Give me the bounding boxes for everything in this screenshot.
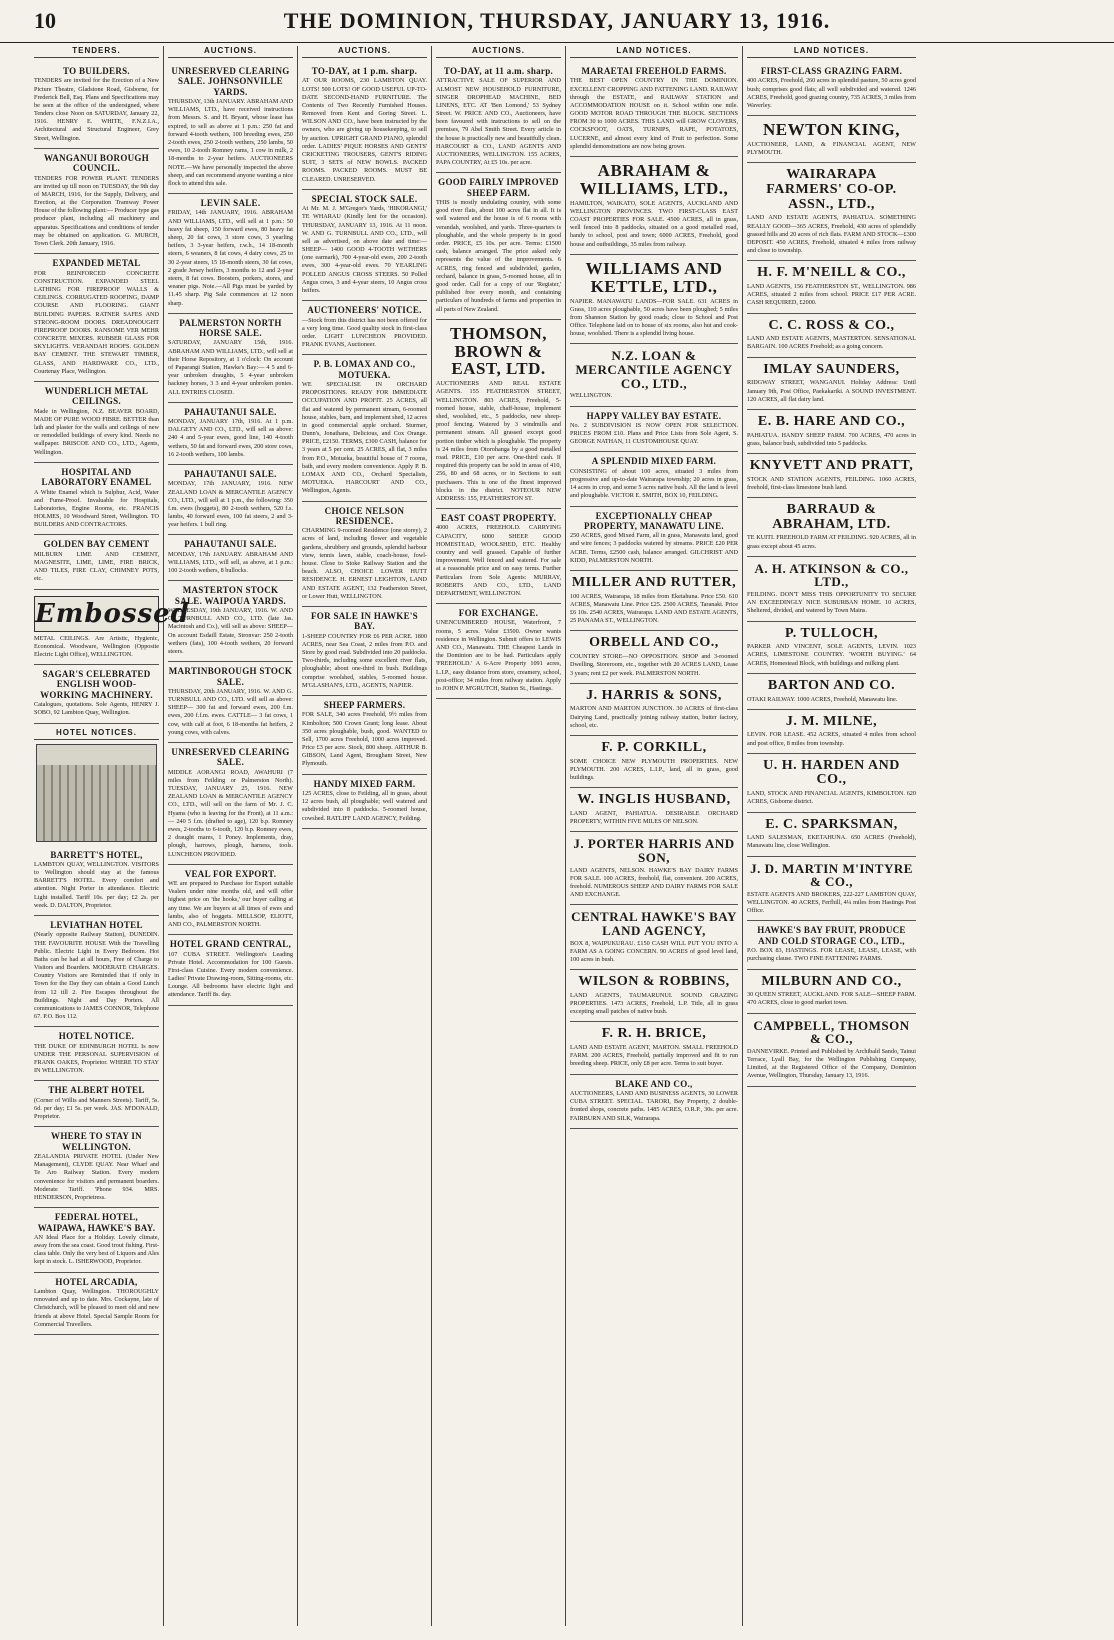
- ad-body: 100 ACRES, Wairarapa, 18 miles from Eketahuna. Price £50. 610 ACRES, Manawatu Line. Price £25. 2500 ACRES, Taranaki. Price £6 10s. 2540 ACRES, Wairarapa. LAND AND ESTATE AGENTS, 25 PANAMA ST., WELLINGTON.: [570, 592, 738, 625]
- ad-corkill: [570, 736, 738, 788]
- ad-body: PARKER AND VINCENT, SOLE AGENTS, LEVIN. 1023 ACRES, LIMESTONE COUNTRY. 'WORTH BUYING.' 64 ACRES, Homestead Block, with buildings and milking plant.: [747, 643, 916, 667]
- ad-veal-export: [168, 865, 293, 935]
- ad-body: Lambton Quay, Wellington. THOROUGHLY renovated and up to date. Mrs. Cockayne, late of Christchurch, will be pleased to meet old and new friends at above Hotel. Special Sample Room for Commercial Travellers.: [34, 1287, 159, 1328]
- ad-title: J. M. MILNE,: [785, 713, 878, 729]
- ad-title: BLAKE AND CO.,: [615, 1078, 693, 1089]
- ad-brice: [570, 1022, 738, 1074]
- ad-body: ATTRACTIVE SALE OF SUPERIOR AND ALMOST NEW HOUSEHOLD FURNITURE, SINGER DROPHEAD MACHINE, BED LINENS, ETC. AT 'Ben Lomond,' 53 Sydney Street. W. PRICE AND CO., Auctioneers, have been favoured with instructions to sell on the premises, 79 Abel Smith Street. Every article in the house is practically new and beautifully clean. HARCOURT & CO., LAND AGENTS AND AUCTIONEERS, WELLINGTON. 155 ACRES, PAPA COUNTRY, At £5 10s. per acre.: [436, 77, 561, 167]
- ad-title: CENTRAL HAWKE'S BAY LAND AGENCY,: [571, 909, 737, 938]
- ad-ross: [747, 314, 916, 358]
- ad-title: EXCEPTIONALLY CHEAP PROPERTY, MANAWATU LINE.: [584, 510, 724, 531]
- ad-body: AUCTIONEER, LAND, & FINANCIAL AGENT, NEW PLYMOUTH.: [747, 140, 916, 157]
- ad-hawkes-bay-sale: [302, 607, 427, 696]
- column-tenders: [30, 46, 190, 1626]
- ad-body: STOCK AND STATION AGENTS, FEILDING. 1060 ACRES, freehold, first-class limestone bush land.: [747, 475, 916, 491]
- ad-body: CONSISTING of about 100 acres, situated 3 miles from progressive and up-to-date Wairarapa township; 20 acres in grass, 14 acres in crop, and some 5 acres native bush. All the land is level and ploughable. VICTOR E. SMITH, BOX 10, FEILDING.: [570, 467, 738, 500]
- ad-title: UNRESERVED CLEARING SALE.: [171, 746, 290, 768]
- ad-atkinson: [747, 557, 916, 622]
- ad-title: F. R. H. BRICE,: [601, 1026, 707, 1042]
- ad-wunderlich: [34, 382, 159, 463]
- ad-body: MONDAY, 17th JANUARY, 1916. NEW ZEALAND LOAN & MERCANTILE AGENCY CO., LTD., will sell at 1 p.m., the following: 350 f.m. ewes (hoggets), 80 2-tooth wethers, 520 f.s. lambs, 40 forward ewes, 100 fat steers, 2 and 3-year heifers. 1 bull ring.: [168, 480, 293, 529]
- ad-body: P.O. BOX 83, HASTINGS. FOR LEASE, LEASE, LEASE, with purchasing clause. TWO FINE FATTENING FARMS.: [747, 947, 916, 963]
- column-heading: LAND NOTICES.: [747, 46, 916, 58]
- ad-body: AN Ideal Place for a Holiday. Lovely climate, away from the sea coast. Good trout fishing. First-class table. Only the very best of Liquors and Ales kept in stock. L. ISHERWOOD, Proprietor.: [34, 1233, 159, 1266]
- ad-title: HANDY MIXED FARM.: [313, 778, 416, 789]
- ad-title: HAWKE'S BAY FRUIT, PRODUCE AND COLD STORAGE CO., LTD.,: [757, 925, 906, 946]
- column-auctions-1: [164, 46, 298, 1626]
- ad-leviathan-hotel: [34, 916, 159, 1027]
- ad-title: P. TULLOCH,: [784, 625, 879, 641]
- ad-body: FRIDAY, 14th JANUARY, 1916. ABRAHAM AND WILLIAMS, LTD., will sell at 1 p.m.: 50 heavy fat sheep, 150 forward ewes, 80 heavy fat sheep, 20 fat cows, 3 store cows, 3 yearling heifers, 3 3-year heifers, r.w.h., 14 18-month steers, 6 weaners, 8 fat cows, 4 dairy cows, 25 to 30 2-year steers, 15 18-month steers, 30 fat cows, 2 grade Jersey heifers, 3 months to 12 and 2-year steers, 8 fat cows. Boosters, porkers, stores, and weaner pigs. Note.—All Pigs must be yarded by 11.45 sharp. Pig Sale commences at 12 noon sharp.: [168, 209, 293, 307]
- ad-title: PAHAUTANUI SALE.: [184, 406, 277, 417]
- ad-barraud-abraham: [747, 498, 916, 557]
- ad-title: ABRAHAM & WILLIAMS, LTD.,: [579, 161, 729, 198]
- ad-title: SHEEP FARMERS.: [323, 699, 406, 710]
- column-heading: LAND NOTICES.: [570, 46, 738, 58]
- ad-title: WUNDERLICH METAL CEILINGS.: [44, 386, 149, 407]
- ad-body: METAL CEILINGS. Are Artistic, Hygienic, Economical. Woodware, Wellington (Opposite Electric Light Office), WELLINGTON.: [34, 634, 159, 658]
- ad-body: (Nearly opposite Railway Station), DUNEDIN. THE FAVOURITE HOUSE With the Travelling Public. Electric Light in Every Bedroom. Hot Baths can be had at all hours, Free of Charge to Visitors and Boarders. MODERATE CHARGES. Country Visitors are Reminded that if only in Town for the Day they can obtain a Good Lunch from 12 till 2. Fire Escapes throughout the Buildings. Night and Day Porters. All communications to JAMES CONNOR, Telephone 67. P.O. Box 112.: [34, 931, 159, 1021]
- ad-maraetai: [570, 62, 738, 157]
- ad-duke-edinburgh: [34, 1027, 159, 1081]
- column-auctions-3: [432, 46, 566, 1626]
- ad-body: THURSDAY, 13th JANUARY. ABRAHAM AND WILLIAMS, LTD., have received instructions from Messrs. S. and H. Bryant, whose lease has expired, to sell as above at 1 p.m.: 250 fat and forward 4-tooth wethers, 100 breeding ewes, 250 2-tooth ewes, 250 2-tooth wethers, 250 lambs, 50 ewes, 10 2-tooth Romney rams, 1 cow in milk, 2 18-months to 2-year heifers. AUCTIONEERS NOTE.—We have personally inspected the above sheep, and can recommend anyone wanting a nice flock to attend this sale.: [168, 98, 293, 187]
- ad-body: AUCTIONEERS, LAND AND BUSINESS AGENTS, 30 LOWER CUBA STREET. SPECIAL. TARORI, Bay Property, 2 double-fronted shops, concrete paths. 1485 ACRES, O.R.P., 30s. per acre. FAIRBURN AND SILK, Wairarapa.: [570, 1089, 738, 1122]
- ad-wilson-robbins: [570, 970, 738, 1022]
- ad-body: Made in Wellington, N.Z. BEAVER BOARD, MADE OF PURE WOOD FIBRE. BETTER than lath and plaster for the walls and ceilings of new or remodelled buildings of every kind. Needs no wallpaper. BRISCOE AND CO., LTD., Agents, Wellington.: [34, 407, 159, 456]
- ad-tender-builders: [34, 62, 159, 149]
- ad-body: 1-SHEEP COUNTRY FOR £6 PER ACRE. 1800 ACRES, near Sea Coast, 2 miles from P.O. and Store by good road. Subdivided into 20 paddocks. Two-thirds, including some excellent river flats, ploughable; about one-third in bush. Buildings comprise woolshed, stables, 5-roomed house. M'GLASHAN'S, LTD., AGENTS, NAPIER.: [302, 632, 427, 689]
- ad-title: C. C. ROSS & CO.,: [768, 317, 895, 333]
- ad-mixed-farm: [302, 775, 427, 829]
- ad-title: MASTERTON STOCK SALE. WAIPOUA YARDS.: [174, 585, 287, 606]
- ad-title: N.Z. LOAN & MERCANTILE AGENCY CO., LTD.,: [575, 348, 733, 391]
- column-heading: TENDERS.: [34, 46, 159, 58]
- ad-lomax: [302, 355, 427, 501]
- ad-body: AUCTIONEERS AND REAL ESTATE AGENTS. 155 FEATHERSTON STREET, WELLINGTON. 803 ACRES, Freehold, 5-roomed house, stable, chaff-house, implement shed, woolshed, etc., 5 paddocks, new sheep-proof fencing. Watered by 3 windmills and permanent stream. All grassed except good portion timber which is ploughable. The property is 24 miles from Otorohanga by a good metalled road. PRICE, £10 per acre. One-third cash. If required this property can be sold in areas of 410, 256, 80 and 68 acres, or in Sections to suit purchasers. This is one of the finest improved blocks in the district. NOTEOUR NEW ADDRESS: 155, FEATHERSTON ST.: [436, 380, 561, 502]
- ad-body: At Mr. M. J. M'Gregor's Yards, 'HIKORANGI,' TE WHARAU (Kindly lent for the occasion). THURSDAY, JANUARY 13, 1916. At 11 noon. W. AND G. TURNBULL AND CO., LTD., will sell as advertised, on above date and time:— SHEEP— 1400 GOOD 4-TOOTH WETHERS (one earmark), 700 4-year-old ewes, 200 2-tooth ewes, 300 4-year-old ewes. 70 YEARLING POLLED ANGUS CROSS STEERS. 50 Polled Angus cows, 3 and 4-year steers, 10 Angus cross heifers.: [302, 205, 427, 294]
- ad-happy-valley: [570, 407, 738, 453]
- ad-body: THIS is mostly undulating country, with some good river flats, about 100 acres flat in all. It is well watered and the house is of 6 rooms with verandah, woolshed, and yards. Three-quarters is ploughable, and the whole property is in good order. PRICE, £5 10s. per acre. Terms: £1500 cash, balance arranged. The price asked only represents the value of the improvements. 6 ACRES, ring fenced and subdivided, garden, orchard, balance in grass, 5-roomed house, all in good order. Call for a copy of our 'Register,' published free every month, and containing particulars of hundreds of farms and properties in all parts of New Zealand.: [436, 199, 561, 313]
- ad-body: HAMILTON, WAIKATO, SOLE AGENTS, AUCKLAND AND WELLINGTON PROVINCES. TWO FIRST-CLASS EAST COAST PROPERTIES FOR SALE. 4500 ACRES, all in grass, well fenced into 8 paddocks, situated on a good metalled road, handy to school, post and town; 6000 ACRES, Freehold, good house and outbuildings, 35 miles from railway.: [570, 199, 738, 248]
- column-heading: AUCTIONS.: [436, 46, 561, 58]
- ad-title: A. H. ATKINSON & CO., LTD.,: [754, 560, 909, 590]
- ad-thomson-brown-east: [436, 320, 561, 509]
- ad-auction: [168, 62, 293, 194]
- ad-body: WEDNESDAY, 19th JANUARY, 1916. W. AND G. TURNBULL AND CO., LTD. (late Jas. Macintosh and Co.), will sell as above: SHEEP— On account Esdaill Estate, Stronvar: 250 2-tooth wethers (fats), 100 4-tooth wethers, 20 forward steers.: [168, 607, 293, 655]
- ad-title: CAMPBELL, THOMSON & CO.,: [753, 1017, 910, 1047]
- page-number: 10: [34, 8, 56, 33]
- ad-auction: [168, 662, 293, 743]
- masthead: [0, 0, 1114, 43]
- ad-body: LAND AGENT, PAHIATUA. DESIRABLE ORCHARD PROPERTY, WITHIN FIVE MILES OF NELSON.: [570, 809, 738, 826]
- ad-title: VEAL FOR EXPORT.: [184, 868, 277, 879]
- ad-williams-kettle: [570, 255, 738, 345]
- ad-title: WANGANUI BOROUGH COUNCIL.: [43, 152, 150, 174]
- ad-body: 4000 ACRES, FREEHOLD. CARRYING CAPACITY, 6000 SHEEP. GOOD HOMESTEAD, WOOLSHED, ETC. Healthy country and well grassed. Capable of further improvement. Well fenced and watered. For sale at a reasonable price and on easy terms. Further Particulars from Sole Agents: MURRAY, ROBERTS AND CO., LTD., LAND DEPARTMENT, WELLINGTON.: [436, 524, 561, 597]
- ad-blake: [570, 1075, 738, 1129]
- ad-body: OTAKI RAILWAY. 1000 ACRES, Freehold, Manawatu line.: [747, 695, 898, 703]
- ad-title: BARRETT'S HOTEL,: [50, 849, 143, 860]
- ad-mixed-farm: [570, 452, 738, 506]
- ad-tulloch: [747, 622, 916, 674]
- ad-title: ORBELL AND CO.,: [589, 635, 719, 651]
- ad-hawkes-bay-fruit: [747, 921, 916, 969]
- ad-abraham-williams: [570, 157, 738, 255]
- ad-enamel: [34, 463, 159, 536]
- ad-knyvett-pratt: [747, 454, 916, 498]
- ad-body: NAPIER. MANAWATU LANDS—FOR SALE. 631 ACRES in Grass, 110 acres ploughable, 50 acres have been ploughed; 5 miles from Shannon Station by good roads; close to School and Post Office. Telephone laid on to house of six rooms, also hut and cook-house, woolshed. There is a splendid living house.: [570, 297, 738, 338]
- ad-title: E. C. SPARKSMAN,: [765, 816, 898, 832]
- ad-central-hawkes-bay: [570, 905, 738, 970]
- ad-title: U. H. HARDEN AND CO.,: [763, 757, 900, 788]
- ad-body: TENDERS FOR POWER PLANT. TENDERS are invited up till noon on TUESDAY, the 9th day of MARCH, 1916, for the Supply, Delivery, and Erection, at the Corporation Tramway Power House of the following plant:— Producer type gas producer plant, including all machinery and apparatus. Specifications and conditions of tender may be obtained on application. G. MURCH, Town Clerk. 20th January, 1916.: [34, 174, 159, 248]
- ad-body: SATURDAY, JANUARY 15th, 1916. ABRAHAM AND WILLIAMS, LTD., will sell at their Horse Repository, at 1 o'clock: On account of Paparangi Station, Hawke's Bay:— 4 5 and 6-year unbroken draughts, 5 4-year unbroken hackney horses, 3 3 and 4-year unbroken ponies. ALL ENTRIES CLOSED.: [168, 339, 293, 396]
- ad-federal-hotel: [34, 1208, 159, 1272]
- ad-title: WILLIAMS AND KETTLE, LTD.,: [585, 258, 723, 296]
- columns: [30, 46, 1092, 1626]
- ad-body: WELLINGTON.: [570, 392, 613, 400]
- ad-title: LEVIN SALE.: [200, 198, 261, 209]
- ad-title: J. PORTER HARRIS AND SON,: [573, 836, 735, 865]
- ad-title: TO BUILDERS.: [63, 66, 130, 76]
- ad-body: LAND AND ESTATE AGENT, MARTON. SMALL FREEHOLD FARM. 200 ACRES, Freehold, partially improved and fit to run breeding sheep. PRICE, only £8 per acre. Terms to suit buyer.: [570, 1044, 738, 1068]
- ad-title: PAHAUTANUI SALE.: [184, 539, 277, 550]
- ad-body: CHARMING 9-roomed Residence (one storey), 2 acres of land, including flower and vegetable gardens, shrubbery and grounds, splendid harbour view, tennis lawn, stable, coach-house, fowl-house. Close to Stoke Railway Station and the beach. ALSO, CHOICE LOWER HUTT RESIDENCE. H. ERNEST LEIGHTON, LAND AND ESTATE AGENT, 132 Featherston Street, or Lower Hutt, WELLINGTON.: [302, 527, 427, 600]
- ad-title: BARRAUD & ABRAHAM, LTD.: [772, 502, 891, 532]
- ad-title: P. B. LOMAX AND CO., MOTUEKA.: [313, 359, 416, 380]
- ad-body: 107 CUBA STREET. Wellington's Leading Private Hotel. Accommodation for 100 Guests. First-class Cuisine. Every modern convenience. Ladies' Private Drawing-room, Sitting-rooms, etc. Lounge. All bedrooms have electric light and attendance. Tariff 8s. day.: [168, 950, 293, 999]
- ad-body: DANNEVIRKE. Printed and Published by Archibald Sando, Tainui Terrace, Lyall Bay, for the Wellington Publishing Company, Limited, at the Registered Office of the Company, Dominion Avenue, Wellington, Thursday, January 13, 1916.: [747, 1047, 916, 1080]
- ad-harris-sons: [570, 684, 738, 736]
- ad-sheep-farmers: [302, 696, 427, 775]
- ad-title: PALMERSTON NORTH HORSE SALE.: [179, 317, 282, 339]
- ad-body: FOR SALE, 340 acres Freehold, 9½ miles from Kimbolton; 500 Crown Grant; long lease. About 350 acres ploughable, bush, good. WANTED to Sell, 1700 acres Freehold, 1000 acres improved. Price £3 per acre. Stock, 800 sheep. ARTHUR B. GIBSON, Land Agent, Brougham Street, New Plymouth.: [302, 711, 427, 768]
- ad-title: AUCTIONEERS' NOTICE.: [307, 305, 422, 316]
- ad-title: WILSON & ROBBINS,: [578, 974, 730, 990]
- ad-body: MONDAY, JANUARY 17th, 1916. At 1 p.m. DALGETY AND CO., LTD., will sell as above: 240 4 and 5-year ewes, good line, 140 4-tooth wethers, 50 fat and forward ewes, 200 store cows, 16 2-tooth wethers, 100 lambs.: [168, 418, 293, 458]
- ad-porter-harris: [570, 832, 738, 905]
- ad-auction: [302, 62, 427, 190]
- ad-title: J. D. MARTIN M'INTYRE & CO.,: [750, 860, 913, 890]
- ad-title: WAIRARAPA FARMERS' CO-OP. ASSN., LTD.,: [766, 167, 897, 212]
- column-auctions-2: [298, 46, 432, 1626]
- ad-title: LEVIATHAN HOTEL: [50, 919, 143, 930]
- ad-miller-rutter: [570, 571, 738, 631]
- ad-newton-king: [747, 116, 916, 163]
- ad-body: LAND AGENTS, 156 FEATHERSTON ST., WELLINGTON. 986 ACRES, situated 2 miles from school. PRICE £17 PER ACRE. CASH REQUIRED, £2000.: [747, 283, 916, 307]
- ad-body: 400 ACRES, Freehold, 260 acres in splendid pasture, 50 acres good bush; comprises good flats; all well subdivided and watered. 1246 ACRES, Freehold, good grazing country, 735 ACRES, 3 miles from Waverley.: [747, 77, 916, 109]
- ad-body: FEILDING. DON'T MISS THIS OPPORTUNITY TO SECURE AN EXCEEDINGLY NICE SUBURBAN HOME. 10 ACRES, Sheltered, divided, and watered by Town Mains.: [747, 591, 916, 615]
- ad-body: LAMBTON QUAY, WELLINGTON. VISITORS to Wellington should stay at the famous BARRETT'S HOTEL. Every comfort and attention. Night Porter in attendance. Electric Light installed. Tariff 10s. per day; £2 2s. per week. D. DALTON, Proprietor.: [34, 860, 159, 909]
- ad-harden: [747, 754, 916, 813]
- ad-title: SPECIAL STOCK SALE.: [311, 193, 418, 204]
- ad-title: WHERE TO STAY IN WELLINGTON.: [51, 1131, 142, 1152]
- ad-body: THE DUKE OF EDINBURGH HOTEL Is now UNDER THE PERSONAL SUPERVISION of FRANK OAKES, Proprietor. WHERE TO STAY IN WELLINGTON.: [34, 1042, 159, 1075]
- ad-body: WE SPECIALISE IN ORCHARD PROPOSITIONS. READY FOR IMMEDIATE OCCUPATION AND PROFIT. 25 ACRES, all flat and watered by permanent stream, 6-roomed house, stables, barn, and implement shed, 12 acres in good commercial apple orchard. Sturmer, Dunn's, Jonathans, Delicious, and Cox Orange. PRICE, £2150. TERMS, £300 CASH, balance for 3 years at 5 per cent. 25 ACRES, all flat, 3 miles from P.O., Motueka, beautiful house of 7 rooms, bath, and every modern convenience. Apply P. B. LOMAX AND CO., Orchard Specialists, MOTUEKA. HARCOURT AND CO., Wellington, Agents.: [302, 380, 427, 495]
- ad-martin-mcintyre: [747, 857, 916, 922]
- ad-body: FOR REINFORCED CONCRETE CONSTRUCTION. EXPANDED STEEL LATHING FOR FIREPROOF WALLS & CEILINGS. CORRUGATED ROOFING, DAMP COURSE AND FLOORING. GIANT BUILDING PAPERS. RATNER SAFES AND STRONG-ROOM DOORS. DREADNOUGHT FIREPROOF DOORS. RANSOME VER MEHR CONCRETE MIXERS. RUBBER GLASS FOR SKYLIGHTS. VERANDAH ROOFS. GOLDEN BAY CEMENT. THE STEWART TIMBER, GLASS, AND HARDWARE CO., LTD., Courtenay Place, Wellington.: [34, 269, 159, 375]
- ad-zealandia-hotel: [34, 1127, 159, 1208]
- ad-imlay-saunders: [747, 358, 916, 410]
- ad-body: PAHIATUA. HANDY SHEEP FARM. 700 ACRES, 470 acres in grass, balance bush, subdivided into 5 paddocks.: [747, 431, 916, 447]
- ad-mcneill: [747, 261, 916, 313]
- ad-title: A SPLENDID MIXED FARM.: [591, 456, 717, 467]
- ad-auction: [168, 581, 293, 662]
- ad-body: LAND SALESMAN, EKETAHUNA. 650 ACRES (Freehold), Manawatu line, close Wellington.: [747, 834, 916, 850]
- ad-title: J. HARRIS & SONS,: [586, 687, 722, 703]
- ad-auction: [302, 190, 427, 301]
- ad-title: TO-DAY, at 11 a.m. sharp.: [443, 66, 554, 76]
- ad-body: RIDGWAY STREET, WANGANUI. Holiday Address: Until January 9th, Post Office, Paekakariki. A SOUND INVESTMENT. 120 ACRES, all flat dairy land.: [747, 379, 916, 403]
- ad-barretts-hotel: [34, 846, 159, 916]
- ad-auction: [436, 62, 561, 173]
- ad-title: IMLAY SAUNDERS,: [763, 361, 900, 377]
- ad-sagar: [34, 665, 159, 723]
- ad-auction: [168, 403, 293, 465]
- hotel-notices-heading: HOTEL NOTICES.: [34, 728, 159, 740]
- ad-auction: [168, 743, 293, 865]
- column-land-2: [743, 46, 920, 1626]
- ad-title: MARTINBOROUGH STOCK SALE.: [168, 666, 293, 687]
- ad-title: MARAETAI FREEHOLD FARMS.: [581, 66, 727, 76]
- ad-gilchrist-kidd: [570, 507, 738, 571]
- ad-title: EXPANDED METAL: [52, 258, 141, 269]
- ad-campbell-thomson: [747, 1014, 916, 1087]
- ad-exchange: [436, 604, 561, 699]
- ad-body: —Stock from this district has not been offered for a very long time. Good quality stock in first-class order. LIGHT LUNCHEON PROVIDED. FRANK EVANS, Auctioneer.: [302, 316, 427, 349]
- ad-title: HOTEL GRAND CENTRAL,: [169, 939, 292, 950]
- ad-sparksman: [747, 813, 916, 857]
- ad-body: 250 ACRES, good Mixed Farm, all in grass, Manawatu land, good and wire fences; 3 paddocks watered by streams. PRICE £20 PER ACRE. Terms, £2500 cash, balance arranged. GILCHRIST AND KIDD, PALMERSTON NORTH.: [570, 532, 738, 564]
- ad-title: MILLER AND RUTTER,: [571, 575, 737, 591]
- ad-body: LAND, STOCK AND FINANCIAL AGENTS, KIMBOLTON. 620 ACRES, Gisborne district.: [747, 790, 916, 806]
- ad-body: TENDERS are invited for the Erection of a New Picture Theatre, Gladstone Road, Gisborne, for Frederick Bell, Esq. Plans and Specifications may be seen at the office of the undersigned, where Tenders close Noon on SATURDAY, January 22, 1916. HENRY E. WHITE, F.N.Z.I.A., Architectural and Structural Engineer, Grey Street, Wellington.: [34, 77, 159, 142]
- ad-golden-bay-cement: [34, 535, 159, 589]
- ad-hare: [747, 410, 916, 454]
- ad-title: UNRESERVED CLEARING SALE. JOHNSONVILLE YARDS.: [171, 66, 290, 97]
- ad-auction: [168, 535, 293, 581]
- ad-title: GOOD FAIRLY IMPROVED SHEEP FARM.: [438, 177, 559, 198]
- ad-body: LAND AND ESTATE AGENTS, MASTERTON. SENSATIONAL BARGAIN. 100 ACRES Freehold; as a going concern.: [747, 335, 916, 351]
- ad-title: FOR SALE IN HAWKE'S BAY.: [311, 610, 418, 632]
- ad-milburn: [747, 970, 916, 1014]
- ad-body: THURSDAY, 20th JANUARY, 1916. W. AND G. TURNBULL AND CO., LTD. will sell as above: SHEEP— 300 fat and forward ewes, 200 f.m. ewes, 200 f.f.m. ewes. CATTLE— 3 fat cows, 1 cow, with calf at foot, 6 18-months fat heifers, 2 young cows, with calves.: [168, 687, 293, 736]
- embossed-logo: Embossed: [34, 596, 159, 632]
- ad-expanded-metal: [34, 254, 159, 382]
- ad-nelson-residence: [302, 502, 427, 607]
- ad-body: COUNTRY STORE—NO OPPOSITION. SHOP and 3-roomed Dwelling, Storeroom, etc., together with 20 ACRES LAND, Lease 3 years; rent £2 per week. PALMERSTON NORTH.: [570, 653, 738, 677]
- ad-title: THE ALBERT HOTEL: [48, 1085, 145, 1096]
- ad-grazing-farm: [747, 62, 916, 116]
- ad-body: MILBURN LIME AND CEMENT, MAGNESITE, LIME, LIME, FIRE BRICK, AND TILES, FIRE CLAY, CHIMNEY POTS, etc.: [34, 550, 159, 583]
- ad-body: UNENCUMBERED HOUSE, Waterfront, 7 rooms, 5 acres. Value £3500. Owner wants residence in Wellington. Submit offers to LEWIS AND CO., Manawatu. THE Cheapest Lands in the Dominion are to be had. Particulars apply 'FREEHOLD.' A 6-Acre Property 1091 acres, L.I.P., easy distance from store, creamery, school, post-office; 34 miles from railway station. Apply to JOHN P. M'GRUTCH, Station St., Hastings.: [436, 619, 561, 692]
- ad-milne: [747, 710, 916, 754]
- ad-auction: [168, 194, 293, 314]
- hotel-illustration: [36, 744, 157, 842]
- column-heading: AUCTIONS.: [302, 46, 427, 58]
- ad-barton: [747, 674, 916, 710]
- page-title: THE DOMINION, THURSDAY, JANUARY 13, 1916.: [283, 8, 831, 33]
- ad-title: EAST COAST PROPERTY.: [440, 513, 557, 524]
- ad-albert-hotel: [34, 1081, 159, 1127]
- ad-title: BARTON AND CO.: [767, 677, 896, 693]
- ad-title: FEDERAL HOTEL, WAIPAWA, HAWKE'S BAY.: [37, 1212, 156, 1233]
- ad-body: LAND AGENTS, TAUMARUNUI. SOUND GRAZING PROPERTIES. 1473 ACRES, Freehold, L.P. Title, all in grass excepting small patches of native bush.: [570, 991, 738, 1016]
- ad-body: LAND AGENTS, NELSON. HAWKE'S BAY DAIRY FARMS FOR SALE. 100 ACRES, freehold, flat, convenient. 200 ACRES, freehold. NUMEROUS SHEEP AND DAIRY FARMS FOR SALE AND EXCHANGE.: [570, 866, 738, 899]
- ad-orbell: [570, 631, 738, 683]
- ad-wairarapa-farmers: [747, 163, 916, 261]
- ad-embossed: [34, 590, 190, 666]
- column-heading: AUCTIONS.: [168, 46, 293, 58]
- ad-body: SOME CHOICE NEW PLYMOUTH PROPERTIES. NEW PLYMOUTH. 200 ACRES, L.I.P., land, all in grass, good buildings.: [570, 757, 738, 782]
- ad-auction: [168, 465, 293, 535]
- ad-title: H. F. M'NEILL & CO.,: [757, 265, 906, 281]
- ad-tender-power-plant: [34, 149, 159, 254]
- ad-body: 30 QUEEN STREET, AUCKLAND. FOR SALE—SHEEP FARM. 470 ACRES, close to good market town.: [747, 991, 916, 1007]
- ad-title: MILBURN AND CO.,: [761, 973, 902, 989]
- ad-body: ESTATE AGENTS AND BROKERS, 222-227 LAMBTON QUAY, WELLINGTON. 40 ACRES, Ferfhill, 4¼ miles from Hastings Post Office.: [747, 890, 916, 915]
- ad-title: HAPPY VALLEY BAY ESTATE.: [586, 410, 722, 421]
- ad-body: 125 ACRES, close to Feilding, all in grass, about 12 acres bush, all ploughable; well watered and subdivided into 8 paddocks. 5-roomed house, cowshed. RATLIFF LAND AGENCY, Feilding.: [302, 789, 427, 822]
- ad-title: NEWTON KING,: [763, 120, 900, 140]
- ad-title: TO-DAY, at 1 p.m. sharp.: [311, 66, 418, 76]
- ad-auction: [168, 314, 293, 403]
- ad-body: LEVIN. FOR LEASE. 452 ACRES, situated 4 miles from school and post office, 8 miles from township.: [747, 731, 916, 747]
- ad-body: No. 2 SUBDIVISION IS NOW OPEN FOR SELECTION. PRICES FROM £10. Plans and Price Lists from Sole Agent, S. GEORGE NATHAN, 11 CUSTOMHOUSE QUAY.: [570, 421, 738, 446]
- ad-title: HOSPITAL AND LABORATORY ENAMEL: [41, 466, 152, 488]
- ad-body: ZEALANDIA PRIVATE HOTEL (Under New Management), CLYDE QUAY. Near Wharf and Te Aro Railway Station. Every modern convenience for visitors and permanent boarders. Moderate Tariff. 'Phone 934. MRS. HENDERSON, Proprietress.: [34, 1153, 159, 1201]
- ad-nz-loan: [570, 344, 738, 406]
- ad-body: TE KUITI. FREEHOLD FARM AT FEILDING. 920 ACRES, all in grass except about 45 acres.: [747, 534, 916, 550]
- ad-title: HOTEL NOTICE.: [58, 1031, 135, 1042]
- ad-body: WE are prepared to Purchase for Export suitable Vealers under nine months old, and will offer highest price on 'the hooks,' our buyer calling at any time. We are buyers at all times of ewes and lambs, also of hoggets. MELLSOP, ELIOTT, AND CO., PALMERSTON NORTH.: [168, 880, 293, 928]
- ad-east-coast: [436, 509, 561, 604]
- ad-title: PAHAUTANUI SALE.: [184, 468, 277, 479]
- ad-title: FIRST-CLASS GRAZING FARM.: [760, 66, 903, 76]
- ad-body: MONDAY, 17th JANUARY. ABRAHAM AND WILLIAMS, LTD., will sell, as above, at 1 p.m.: 100 2-tooth wethers, 8 bullocks.: [168, 550, 293, 575]
- ad-title: F. P. CORKILL,: [601, 739, 707, 755]
- ad-title: FOR EXCHANGE.: [458, 608, 539, 619]
- ad-hotel-grand-central: [168, 935, 293, 1005]
- ad-body: LAND AND ESTATE AGENTS, PAHIATUA. SOMETHING REALLY GOOD—365 ACRES, Freehold, 430 acres of splendidly grassed hills and 20 acres of rich flats. FARM AND STOCK—£300 DEPOSIT. 450 ACRES, Freehold, situated 4 miles from railway and close to township.: [747, 214, 916, 255]
- ad-title: HOTEL ARCADIA,: [55, 1276, 138, 1287]
- ad-auction: [302, 301, 427, 355]
- ad-title: E. B. HARE AND CO.,: [757, 413, 906, 429]
- ad-body: THE BEST OPEN COUNTRY IN THE DOMINION. EXCELLENT CROPPING AND FATTENING LAND. RAILWAY through the ESTATE, and RAILWAY STATION and ACCOMMODATION HOUSE on it. School within one mile. GOOD MOTOR ROAD THROUGH THE BLOCK. SECTIONS FROM 30 to 1000 ACRES. THIS LAND will GROW CLOVERS, COCKSFOOT, OATS, TURNIPS, RAPE, POTATOES, LUCERNE, and almost every kind of Fruit to perfection. Some splendid demonstrations are now being grown.: [570, 77, 738, 150]
- ad-body: (Corner of Willis and Manners Streets). Tariff, 5s. 6d. per day; £1 5s. per week. JAS. M'DONALD, Proprietor.: [34, 1096, 159, 1121]
- ad-body: MIDDLE AORANGI ROAD, AWAHURI (7 miles from Feilding or Palmerston North). TUESDAY, JANUARY 25, 1916. NEW ZEALAND LOAN & MERCANTILE AGENCY CO., LTD., will sell on the farm of Mr. J. C. Hyams (who is leaving for the Front), at 11 a.m.:— 240 5 f.m. (drafted to age), 120 b.p. Romney ewes, 2-tooths to 6-tooth, 120 b.p. Romney ewes, 2 draught mares, 1 Poney. Implements, dray, plough, harrows, plough, harness, tools. LUNCHEON PROVIDED.: [168, 768, 293, 858]
- ad-title: THOMSON, BROWN & EAST, LTD.: [449, 323, 548, 379]
- ad-body: A White Enamel which is Sulphur, Acid, Water and Fume-Proof. Invaluable for Hospitals, Laboratories, Engine Rooms, etc. FRANCIS HOLMES, 10 Woodward Street, Wellington. TO BUILDERS AND CONTRACTORS.: [34, 488, 159, 529]
- column-land-1: [566, 46, 743, 1626]
- ad-hotel-arcadia: [34, 1273, 159, 1335]
- ad-title: GOLDEN BAY CEMENT: [43, 539, 150, 550]
- ad-title: CHOICE NELSON RESIDENCE.: [324, 505, 405, 526]
- ad-title: W. INGLIS HUSBAND,: [577, 792, 731, 808]
- ad-husband: [570, 788, 738, 832]
- ad-body: AT OUR ROOMS, 230 LAMBTON QUAY. LOTS! 500 LOTS! OF GOOD USEFUL UP-TO-DATE SECOND-HAND FURNITURE. The Contents of Two Recently Furnished Houses. Removed from Kent and Goring Street. L. WILSON AND CO., have been instructed by the owners, who are giving up housekeeping, to sell by auction. UPRIGHT GRAND PIANO, splendid order. LADIES' PIQUE HORSES AND GENTS' CRICKETING TROUSERS, GENT'S RIDING SUIT, 3 SETS of NEW BOWLS. PACKED ROOMS. PACKED ROOMS. MUST BE CLEARED. UNRESERVED.: [302, 77, 427, 183]
- ad-body: BOX 8, WAIPUKURAU. £150 CASH WILL PUT YOU INTO A FARM AS A GOING CONCERN. 90 ACRES of good level land, 100 acres in bush.: [570, 939, 738, 963]
- ad-body: MARTON AND MARTON JUNCTION. 30 ACRES of first-class Dairying Land, practically joining railway station, butter factory, school, etc.: [570, 705, 738, 729]
- ad-title: KNYVETT AND PRATT,: [749, 457, 914, 473]
- ad-title: SAGAR'S CELEBRATED ENGLISH WOOD-WORKING MACHINERY.: [40, 669, 153, 700]
- ad-body: Catalogues, quotations. Sole Agents, HENRY J. SOBO, 92 Lambton Quay, Wellington.: [34, 701, 159, 717]
- ad-sheep-farm: [436, 173, 561, 319]
